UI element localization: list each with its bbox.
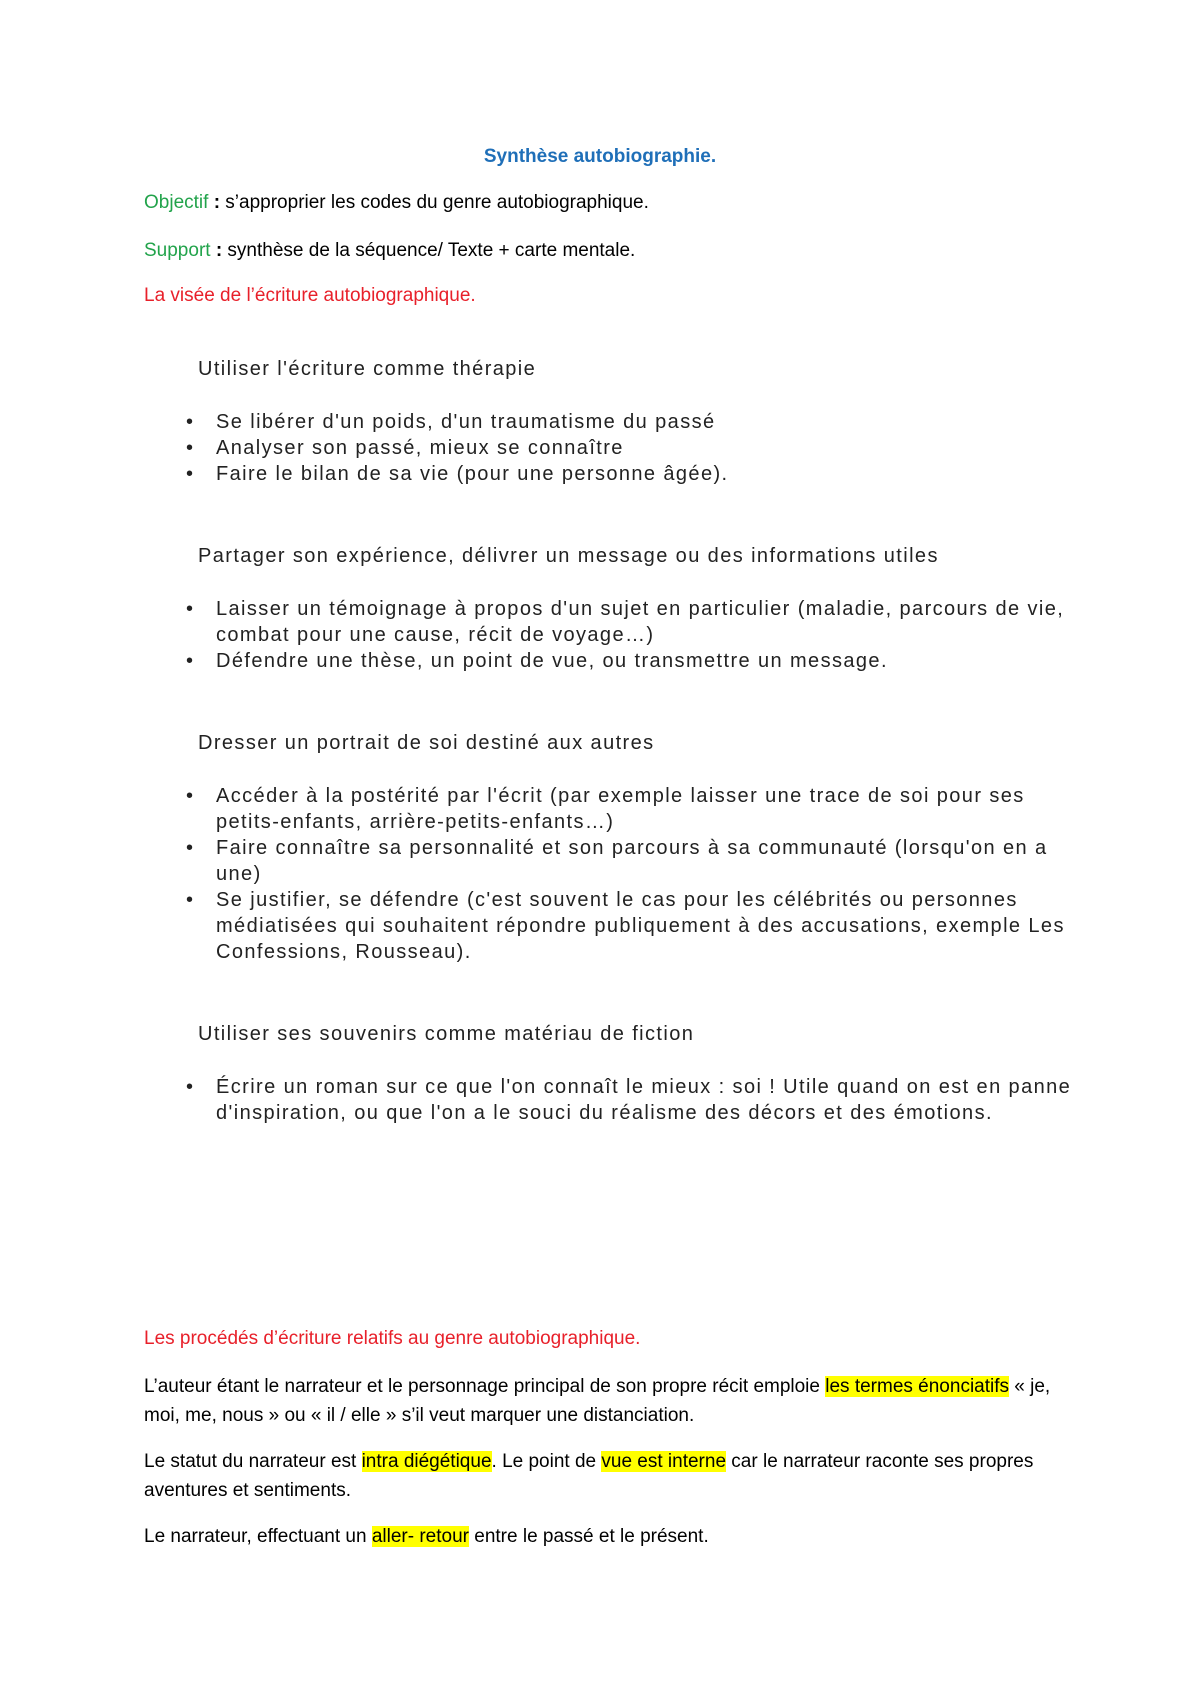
paragraph-text: Le narrateur, effectuant un [144,1526,372,1547]
list-item [144,835,1084,887]
list-item-text: Se justifier, se défendre (c'est souvent le cas pour les célébrités ou personnes médiatisées qui souhaitent répondre publiquement à des accusations, exemple Les Confessions, Rousseau). [216,889,1065,963]
support-text: synthèse de la séquence/ Texte + carte mentale. [222,240,636,261]
section-therapie [144,356,1084,487]
section-portrait [144,730,1084,965]
bullet-list [144,596,1084,674]
section-heading: Utiliser l'écriture comme thérapie [198,358,537,380]
highlighted-text: vue est interne [601,1451,727,1472]
objectif-text: s’approprier les codes du genre autobiographique. [220,192,649,213]
list-item [144,1074,1084,1126]
section-partager [144,543,1084,674]
objectif-line [144,192,649,214]
paragraph-enonciation [144,1372,1064,1430]
bullet-list [144,1074,1084,1126]
visee-heading: La visée de l’écriture autobiographique. [144,285,476,306]
list-item [144,435,1084,461]
bullet-list [144,783,1084,965]
list-item [144,596,1084,648]
support-colon: : [210,240,223,261]
bullet-icon: • [186,463,195,485]
bullet-icon: • [186,837,195,859]
section-fiction [144,1021,1084,1126]
list-item-text: Faire le bilan de sa vie (pour une personne âgée). [216,463,729,485]
list-item-text: Écrire un roman sur ce que l'on connaît le mieux : soi ! Utile quand on est en panne d'inspiration, ou que l'on a le souci du réalisme des décors et des émotions. [216,1076,1072,1124]
bullet-icon: • [186,650,195,672]
list-item-text: Analyser son passé, mieux se connaître [216,437,624,459]
bullet-icon: • [186,785,195,807]
paragraph-statut [144,1447,1064,1505]
bullet-icon: • [186,411,195,433]
bullet-icon: • [186,1076,195,1098]
section-heading: Utiliser ses souvenirs comme matériau de fiction [198,1023,695,1045]
list-item [144,887,1084,965]
objectif-label: Objectif [144,192,209,213]
list-item-text: Faire connaître sa personnalité et son parcours à sa communauté (lorsqu'on en a une) [216,837,1048,885]
list-item-text: Laisser un témoignage à propos d'un sujet en particulier (maladie, parcours de vie, combat pour une cause, récit de voyage…) [216,598,1065,646]
section-heading: Dresser un portrait de soi destiné aux autres [198,732,655,754]
list-item [144,648,1084,674]
procedes-heading: Les procédés d’écriture relatifs au genre autobiographique. [144,1328,641,1349]
paragraph-text: entre le passé et le présent. [468,1526,709,1547]
bullet-icon: • [186,598,195,620]
list-item-text: Défendre une thèse, un point de vue, ou transmettre un message. [216,650,888,672]
list-item-text: Se libérer d'un poids, d'un traumatisme du passé [216,411,716,433]
highlighted-text: les termes énonciatifs [825,1376,1010,1397]
support-label: Support [144,240,211,261]
list-item [144,409,1084,435]
paragraph-text: L’auteur étant le narrateur et le personnage principal de son propre récit emploie [144,1376,826,1397]
list-item [144,461,1084,487]
section-heading: Partager son expérience, délivrer un message ou des informations utiles [198,545,939,567]
highlighted-text: aller- retour [371,1526,469,1547]
paragraph-text: « je, moi, me, nous » ou « il / elle » s’il veut marquer une distanciation. [144,1376,1051,1426]
document-title: Synthèse autobiographie. [483,146,717,167]
paragraph-text: . Le point de [491,1451,602,1472]
support-line [144,240,635,262]
paragraph-text: Le statut du narrateur est [144,1451,362,1472]
bullet-icon: • [186,889,195,911]
list-item-text: Accéder à la postérité par l'écrit (par exemple laisser une trace de soi pour ses petits-enfants, arrière-petits-enfants…) [216,785,1025,833]
bullet-list [144,409,1084,487]
highlighted-text: intra diégétique [361,1451,492,1472]
paragraph-aller-retour [144,1522,1064,1551]
list-item [144,783,1084,835]
objectif-colon: : [208,192,221,213]
paragraph-text: car le narrateur raconte ses propres aventures et sentiments. [144,1451,1034,1501]
bullet-icon: • [186,437,195,459]
